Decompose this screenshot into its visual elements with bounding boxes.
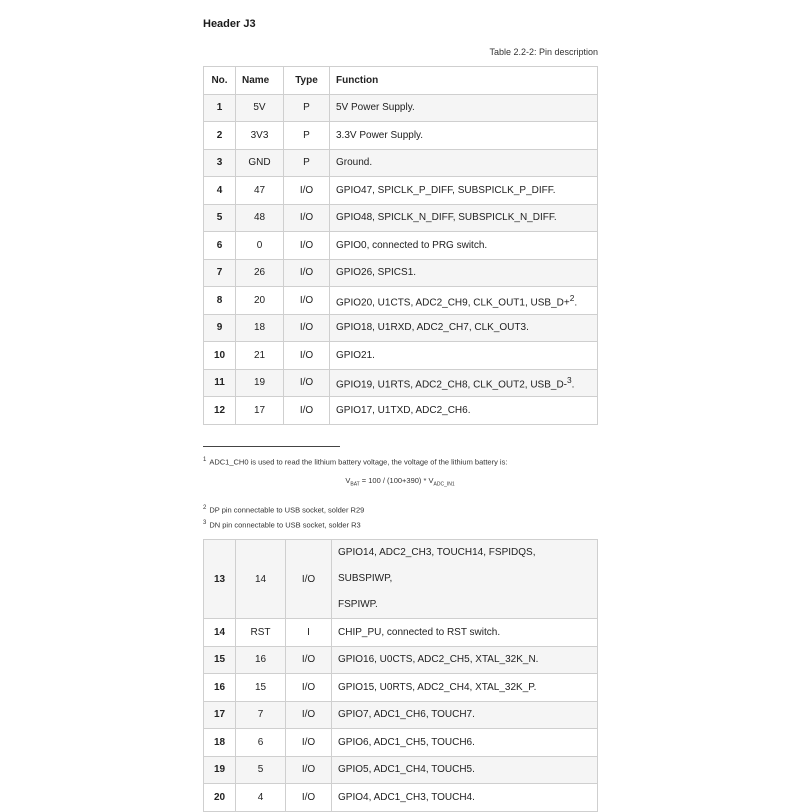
function-tail: .: [571, 379, 575, 391]
pin-name: 18: [236, 314, 284, 342]
pin-name: 48: [236, 204, 284, 232]
pin-function: GPIO6, ADC1_CH5, TOUCH6.: [332, 729, 598, 757]
pin-number: 9: [204, 314, 236, 342]
table-row: [204, 177, 598, 205]
pin-number: 10: [204, 342, 236, 370]
footnote-1: [203, 457, 507, 467]
pin-name: 7: [236, 701, 286, 729]
pin-type: I/O: [284, 287, 330, 315]
pin-function: GPIO21.: [330, 342, 598, 370]
footnote-2: [203, 505, 364, 515]
pin-number: 15: [204, 646, 236, 674]
table-row: [204, 259, 598, 287]
pin-number: 16: [204, 674, 236, 702]
formula-v-sub: BAT: [350, 481, 360, 488]
section-heading: Header J3: [203, 18, 256, 30]
formula-expr: = 100 / (100+390) * V: [359, 476, 434, 485]
table-row: [204, 540, 598, 619]
pin-type: I/O: [286, 540, 332, 619]
pin-name: 20: [236, 287, 284, 315]
pin-type: I/O: [284, 177, 330, 205]
pin-type: I/O: [284, 369, 330, 397]
pin-number: 6: [204, 232, 236, 260]
table-row: [204, 619, 598, 647]
pin-name: 15: [236, 674, 286, 702]
header-name: Name: [236, 67, 284, 95]
pin-type: I/O: [284, 204, 330, 232]
table-row: [204, 314, 598, 342]
pin-number: 14: [204, 619, 236, 647]
table-row: [204, 397, 598, 425]
pin-name: RST: [236, 619, 286, 647]
header-type: Type: [284, 67, 330, 95]
formula-v: V: [345, 476, 351, 485]
table-row: [204, 287, 598, 315]
pin-name: 21: [236, 342, 284, 370]
pin-function: GPIO5, ADC1_CH4, TOUCH5.: [332, 756, 598, 784]
table-row: [204, 701, 598, 729]
pin-type: I/O: [284, 342, 330, 370]
table-row: [204, 94, 598, 122]
pin-name: 47: [236, 177, 284, 205]
footnote-ref-2: 2: [569, 292, 575, 303]
pin-type: I/O: [284, 259, 330, 287]
battery-voltage-formula: [0, 476, 800, 488]
pin-function: GPIO18, U1RXD, ADC2_CH7, CLK_OUT3.: [330, 314, 598, 342]
pin-function: GPIO26, SPICS1.: [330, 259, 598, 287]
pin-name: 19: [236, 369, 284, 397]
table-row: [204, 204, 598, 232]
pin-number: 12: [204, 397, 236, 425]
pin-name: 4: [236, 784, 286, 812]
footnote-text: DP pin connectable to USB socket, solder R29: [209, 505, 365, 515]
pin-name: 6: [236, 729, 286, 757]
table-row: [204, 149, 598, 177]
footnote-mark: 3: [203, 520, 207, 526]
pin-name: 3V3: [236, 122, 284, 150]
pin-number: 3: [204, 149, 236, 177]
pin-type: I/O: [286, 756, 332, 784]
pin-function: GPIO7, ADC1_CH6, TOUCH7.: [332, 701, 598, 729]
pin-number: 20: [204, 784, 236, 812]
formula-adc-sub: ADC_IN1: [433, 481, 455, 488]
header-function: Function: [330, 67, 598, 95]
footnote-3: [203, 520, 361, 530]
pin-name: 0: [236, 232, 284, 260]
pin-name: 26: [236, 259, 284, 287]
pin-type: I/O: [286, 784, 332, 812]
pin-name: 17: [236, 397, 284, 425]
pin-number: 5: [204, 204, 236, 232]
table-row: [204, 122, 598, 150]
function-text: GPIO20, U1CTS, ADC2_CH9, CLK_OUT1, USB_D+: [336, 296, 570, 308]
pin-function: GPIO48, SPICLK_N_DIFF, SUBSPICLK_N_DIFF.: [330, 204, 598, 232]
pin-name: 14: [236, 540, 286, 619]
pin-number: 17: [204, 701, 236, 729]
pin-name: 5V: [236, 94, 284, 122]
pin-type: I/O: [286, 646, 332, 674]
pin-table-part-1: [203, 66, 598, 425]
pin-type: I/O: [284, 232, 330, 260]
table-row: [204, 232, 598, 260]
table-row: [204, 674, 598, 702]
pin-name: GND: [236, 149, 284, 177]
pin-type: P: [284, 94, 330, 122]
header-no: No.: [204, 67, 236, 95]
pin-number: 11: [204, 369, 236, 397]
pin-name: 5: [236, 756, 286, 784]
pin-function: 5V Power Supply.: [330, 94, 598, 122]
table-row: [204, 756, 598, 784]
pin-number: 4: [204, 177, 236, 205]
pin-number: 1: [204, 94, 236, 122]
pin-number: 8: [204, 287, 236, 315]
pin-function: GPIO15, U0RTS, ADC2_CH4, XTAL_32K_P.: [332, 674, 598, 702]
pin-function: 3.3V Power Supply.: [330, 122, 598, 150]
function-tail: .: [574, 296, 578, 308]
pin-type: I/O: [284, 397, 330, 425]
footnote-ref-3: 3: [567, 375, 572, 386]
table-caption: Table 2.2-2: Pin description: [489, 47, 598, 57]
pin-type: I/O: [284, 314, 330, 342]
pin-name: 16: [236, 646, 286, 674]
pin-function: GPIO47, SPICLK_P_DIFF, SUBSPICLK_P_DIFF.: [330, 177, 598, 205]
function-text: GPIO19, U1RTS, ADC2_CH8, CLK_OUT2, USB_D-: [336, 379, 568, 391]
pin-function: GPIO0, connected to PRG switch.: [330, 232, 598, 260]
pin-type: P: [284, 149, 330, 177]
pin-table-part-2: [203, 539, 598, 812]
pin-function: GPIO16, U0CTS, ADC2_CH5, XTAL_32K_N.: [332, 646, 598, 674]
pin-type: I/O: [286, 674, 332, 702]
footnote-mark: 2: [203, 505, 207, 511]
table-row: [204, 342, 598, 370]
pin-type: P: [284, 122, 330, 150]
footnote-divider: [203, 446, 340, 447]
pin-function: CHIP_PU, connected to RST switch.: [332, 619, 598, 647]
pin-type: I: [286, 619, 332, 647]
table-row: [204, 784, 598, 812]
pin-number: 19: [204, 756, 236, 784]
pin-function: Ground.: [330, 149, 598, 177]
table-row: [204, 646, 598, 674]
function-line-1: GPIO14, ADC2_CH3, TOUCH14, FSPIDQS, SUBSPIWP,: [338, 547, 536, 584]
pin-number: 18: [204, 729, 236, 757]
footnote-text: ADC1_CH0 is used to read the lithium battery voltage, the voltage of the lithium battery is:: [209, 457, 508, 467]
pin-type: I/O: [286, 701, 332, 729]
pin-number: 13: [204, 540, 236, 619]
pin-type: I/O: [286, 729, 332, 757]
pin-function: GPIO17, U1TXD, ADC2_CH6.: [330, 397, 598, 425]
pin-number: 2: [204, 122, 236, 150]
table-row: [204, 729, 598, 757]
pin-number: 7: [204, 259, 236, 287]
pin-function: [332, 540, 598, 619]
pin-function: GPIO4, ADC1_CH3, TOUCH4.: [332, 784, 598, 812]
footnote-mark: 1: [203, 457, 207, 463]
pin-function: [330, 287, 598, 315]
function-line-2: FSPIWP.: [338, 599, 378, 610]
footnote-text: DN pin connectable to USB socket, solder R3: [209, 520, 361, 530]
table-row: [204, 369, 598, 397]
pin-function: [330, 369, 598, 397]
